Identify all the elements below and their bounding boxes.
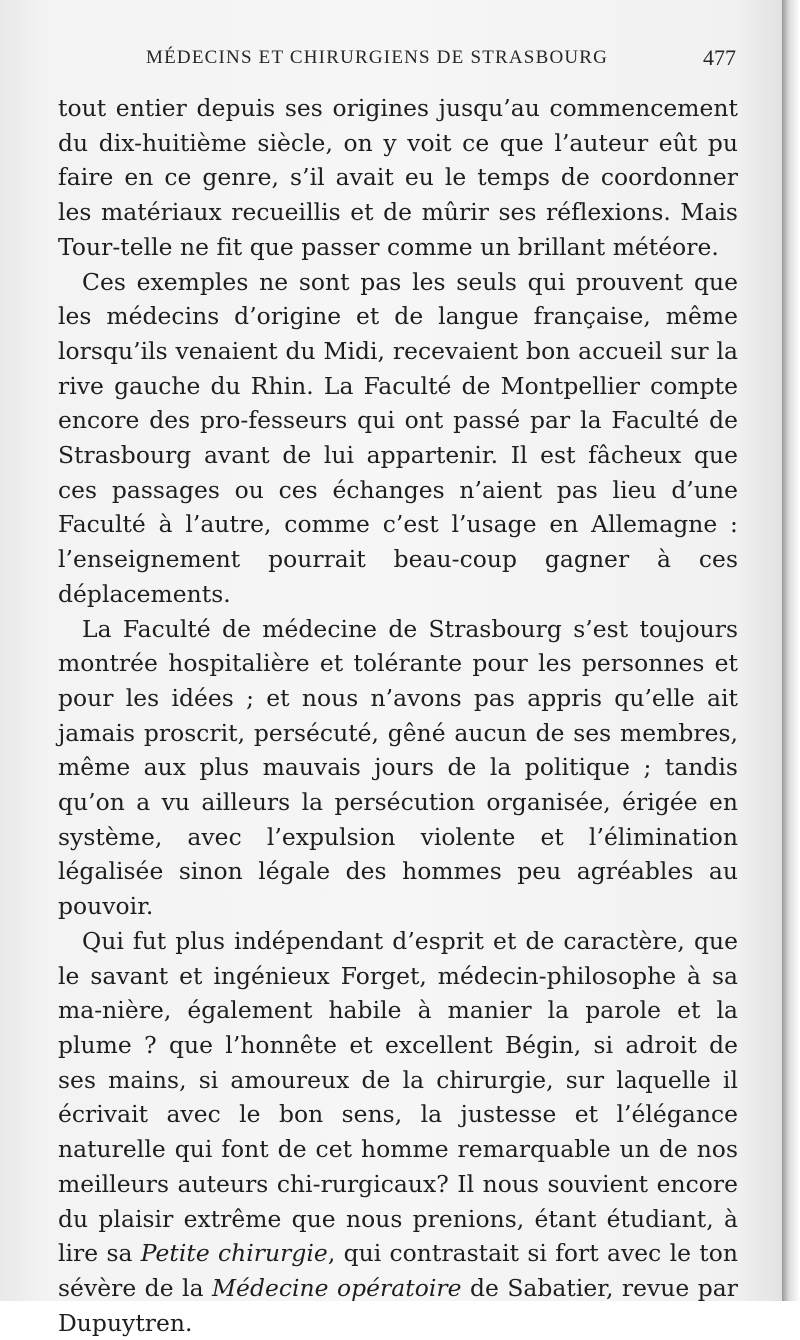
- body-text: [58, 91, 738, 1340]
- paragraph: La Faculté de médecine de Strasbourg s’est toujours montrée hospitalière et tolérante pour les personnes et pour les idées ; et nous n’avons pas appris qu’elle ait jamais proscrit, persécuté, gêné aucun de ses membres, même aux plus mauvais jours de la politique ; tandis qu’on a vu ailleurs la persécution organisée, érigée en système, avec l’expulsion violente et l’élimination légalisée sinon légale des hommes peu agréables au pouvoir.: [58, 614, 738, 921]
- paragraph: [58, 924, 738, 1340]
- running-head-title: MÉDECINS ET CHIRURGIENS DE STRASBOURG: [146, 47, 609, 68]
- paragraph-text: , qui contrastait si fort avec le ton sévère de la: [58, 1239, 738, 1302]
- paragraph-continued: tout entier depuis ses origines jusqu’au commencement du dix-huitième siècle, on y voit ce que l’auteur eût pu faire en ce genre, s’il avait eu le temps de coordonner les matériaux recueillis et de mûrir ses réflexions. Mais Tour-telle ne fit que passer comme un brillant météore.: [58, 94, 738, 261]
- page-number: 477: [703, 45, 736, 70]
- book-title-medecine-operatoire: Médecine opératoire: [212, 1273, 462, 1302]
- paragraph: Ces exemples ne sont pas les seuls qui prouvent que les médecins d’origine et de langue française, même lorsqu’ils venaient du Midi, recevaient bon accueil sur la rive gauche du Rhin. La Faculté de Montpellier compte encore des pro-fesseurs qui ont passé par la Faculté de Strasbourg avant de lui appartenir. Il est fâcheux que ces passages ou ces échanges n’aient pas lieu d’une Faculté à l’autre, comme c’est l’usage en Allemagne : l’enseignement pourrait beau-coup gagner à ces déplacements.: [58, 267, 738, 608]
- paragraph-text: Qui fut plus indépendant d’esprit et de caractère, que le savant et ingénieux Forget, médecin-philosophe à sa ma-nière, également habile à manier la parole et la plume ? que l’honnête et excellent Bégin, si adroit de ses mains, si amoureux de la chirurgie, sur laquelle il écrivait avec le bon sens, la justesse et l’élégance naturelle qui font de cet homme remarquable un de nos meilleurs auteurs chi-rurgicaux? Il nous souvient encore du plaisir extrême que nous prenions, étant étudiant, à lire sa: [58, 926, 738, 1268]
- book-title-petite-chirurgie: Petite chirurgie: [140, 1239, 328, 1268]
- running-head: [146, 47, 736, 73]
- paragraph-text: de Sabatier, revue par Dupuytren.: [58, 1273, 739, 1337]
- page-edge-shadow: [782, 0, 800, 1301]
